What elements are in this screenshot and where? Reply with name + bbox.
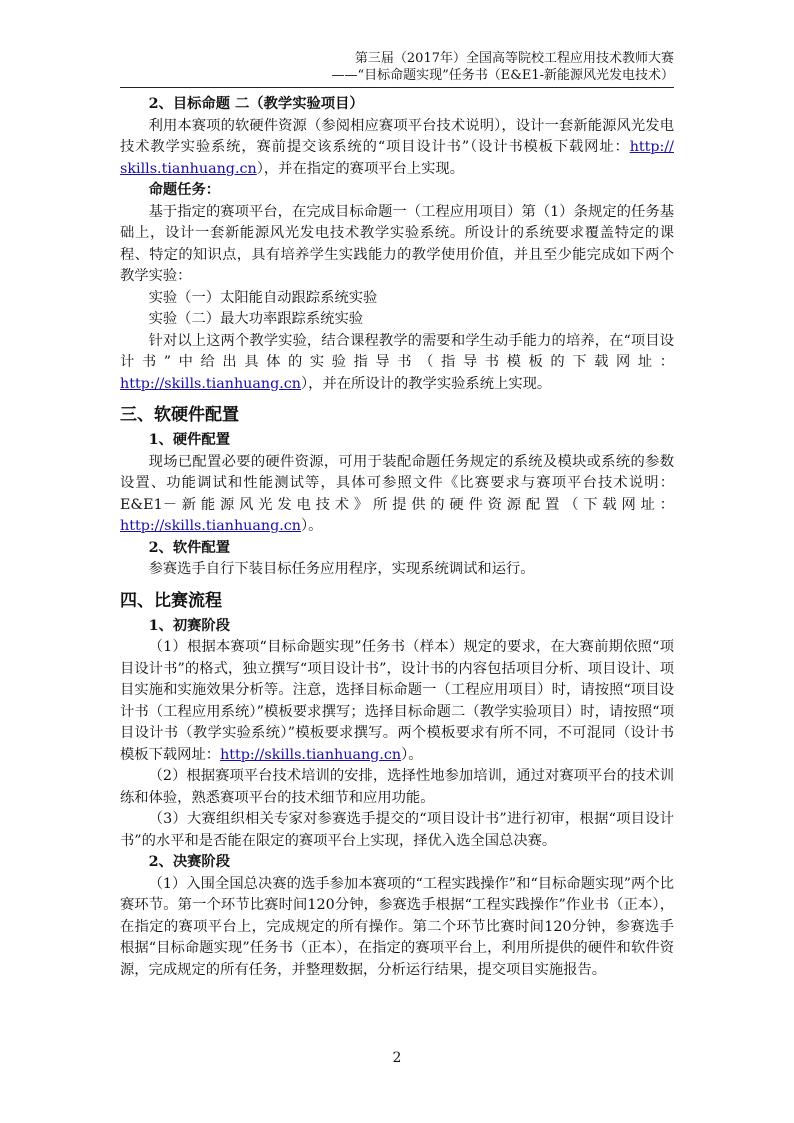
intro-text-end: ），并在指定的赛项平台上实现。 [256, 160, 465, 177]
guide-paragraph [120, 331, 674, 396]
goal-topic-2-intro [120, 116, 674, 181]
template-download-link[interactable]: http:// skills.tianhuang.cn [120, 139, 674, 177]
hardware-heading: 1、硬件配置 [148, 432, 231, 448]
section-4-title: 四、比赛流程 [120, 590, 222, 611]
preliminary-heading: 1、初赛阶段 [148, 617, 231, 634]
software-paragraph: 参赛选手自行下装目标任务应用程序，实现系统调试和运行。 [148, 561, 535, 577]
final-paragraph-1: （1）入围全国总决赛的选手参加本赛项的“工程实践操作”和“目标命题实现”两个比赛环节。第一个环节比赛时间120分钟，参赛选手根据“工程实践操作”作业书（正本），在指定的赛项平台上，完成规定的所有操作。第二个环节比赛时间120分钟，参赛选手根据“目标命题实现”任务书（正本），在指定的赛项平台上，利用所提供的硬件和软件资源，完成规定的所有任务，并整理数据，分析运行结果，提交项目实施报告。 [120, 875, 674, 978]
task-heading: 命题任务： [148, 182, 221, 198]
hardware-text-end: ）。 [301, 518, 323, 534]
preliminary-paragraph-2: （2）根据赛项平台技术培训的安排，选择性地参加培训，通过对赛项平台的技术训练和体验，熟悉赛项平台的技术细节和应用功能。 [120, 768, 674, 806]
goal-topic-2-heading: 2、目标命题 二（教学实验项目） [148, 96, 364, 112]
guide-text: 针对以上这两个教学实验，结合课程教学的需要和学生动手能力的培养，在“项目设计书”中给出具体的实验指导书（指导书模板的下载网址： [120, 332, 674, 370]
section-3-title: 三、软硬件配置 [120, 405, 239, 425]
preliminary-text-end: ）。 [401, 746, 423, 763]
experiment-2: 实验（二）最大功率跟踪系统实验 [148, 311, 364, 327]
preliminary-download-link[interactable]: http://skills.tianhuang.cn [220, 746, 402, 763]
preliminary-paragraph-1 [120, 637, 674, 766]
intro-text: 利用本赛项的软硬件资源（参阅相应赛项平台技术说明），设计一套新能源风光发电技术教学实验系统，赛前提交该系统的“项目设计书”（设计书模板下载网址： [120, 117, 674, 155]
preliminary-text: （1）根据本赛项“目标命题实现”任务书（样本）规定的要求，在大赛前期依照“项目设计书”的格式，独立撰写“项目设计书”，设计书的内容包括项目分析、项目设计、项目实施和实施效果分析等。注意，选择目标命题一（工程应用项目）时，请按照“项目设计书（工程应用系统）”模板要求撰写；选择目标命题二（教学实验项目）时，请按照“项目设计书（教学实验系统）”模板要求撰写。两个模板要求有所不同，不可混同（设计书模板下载网址： [120, 639, 674, 763]
experiment-1: 实验（一）太阳能自动跟踪系统实验 [148, 289, 378, 306]
task-description: 基于指定的赛项平台，在完成目标命题一（工程应用项目）第（1）条规定的任务基础上，设计一套新能源风光发电技术教学实验系统。所设计的系统要求覆盖特定的课程、特定的知识点，具有培养学生实践能力的教学使用价值，并且至少能完成如下两个教学实验： [120, 203, 674, 284]
header-line-2: ——“目标命题实现”任务书（E&E1-新能源风光发电技术） [331, 68, 674, 83]
guide-download-link[interactable]: http://skills.tianhuang.cn [120, 375, 302, 392]
document-body [120, 94, 674, 981]
hardware-text: 现场已配置必要的硬件资源，可用于装配命题任务规定的系统及模块或系统的参数设置、功能调试和性能测试等，具体可参照文件《比赛要求与赛项平台技术说明：E&E1－新能源风光发电技术》所提供的硬件资源配置（下载网址： [120, 453, 674, 513]
page-header [120, 50, 674, 84]
header-rule [120, 87, 674, 88]
final-heading: 2、决赛阶段 [148, 854, 231, 870]
guide-text-end: ），并在所设计的教学实验系统上实现。 [301, 375, 552, 392]
software-heading: 2、软件配置 [148, 539, 231, 556]
hardware-paragraph [120, 452, 674, 538]
hardware-download-link[interactable]: http://skills.tianhuang.cn [120, 518, 302, 534]
header-line-1: 第三届（2017年）全国高等院校工程应用技术教师大赛 [354, 51, 674, 66]
preliminary-paragraph-3: （3）大赛组织相关专家对参赛选手提交的“项目设计书”进行初审，根据“项目设计书”的水平和是否能在限定的赛项平台上实现，择优入选全国总决赛。 [120, 811, 674, 849]
page-number: 2 [392, 1050, 402, 1066]
